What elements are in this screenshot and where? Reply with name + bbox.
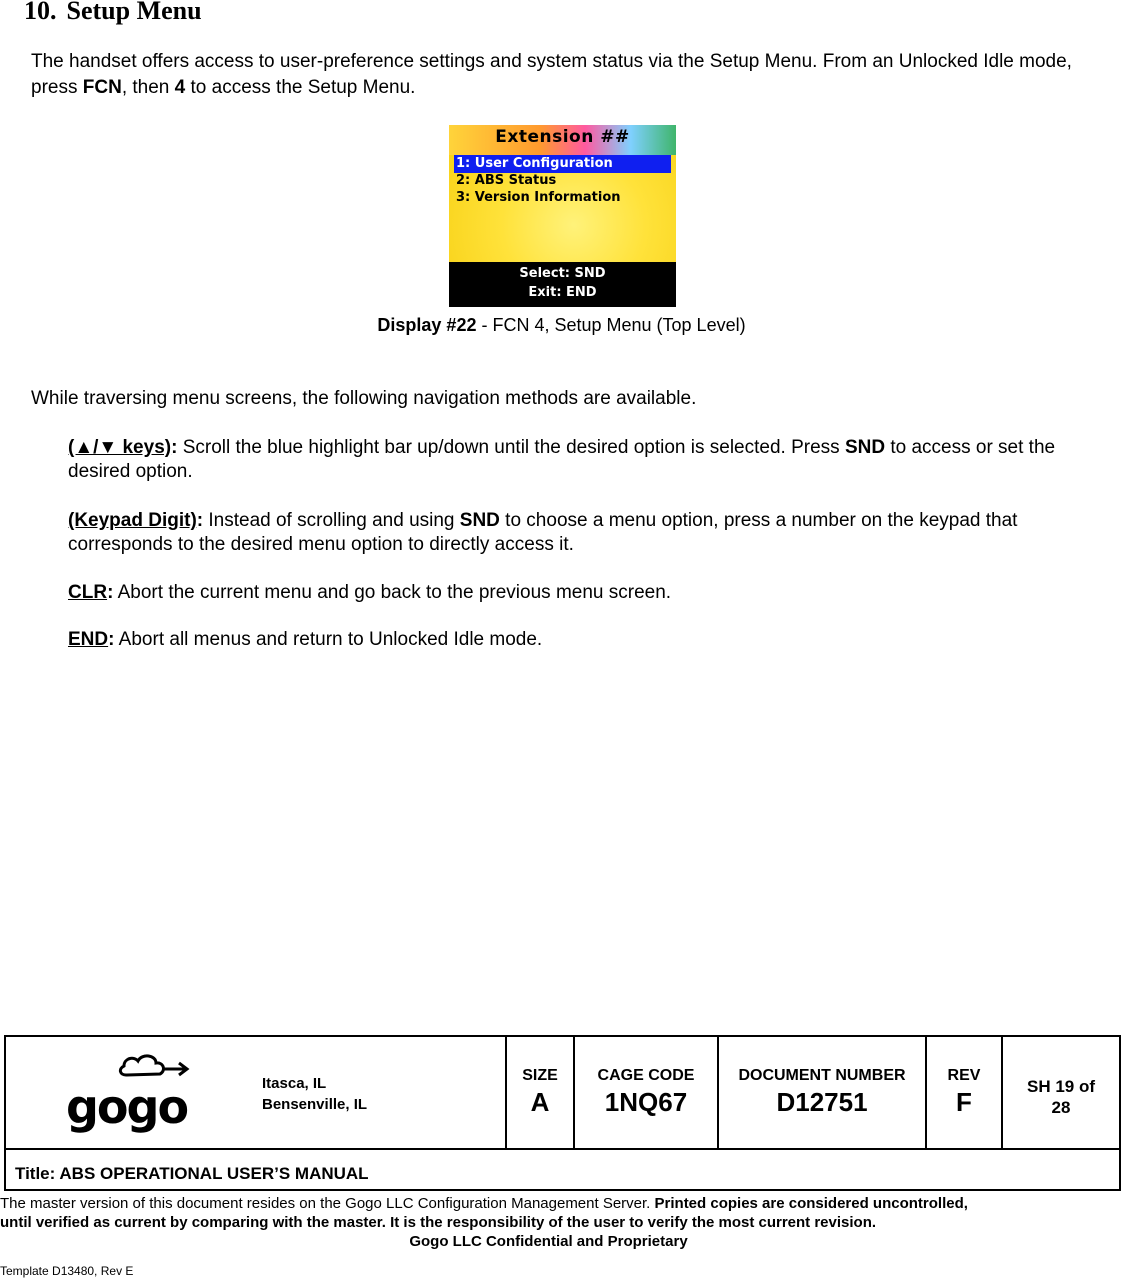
nav-bold-key: SND	[459, 510, 500, 531]
nav-key-label: CLR	[68, 582, 108, 603]
caption-label: Display #22	[377, 315, 477, 335]
nav-colon: :	[196, 510, 204, 531]
navigation-intro: While traversing menu screens, the following navigation methods are available.	[31, 388, 697, 409]
display-menu-item-user-configuration: 1: User Configuration	[454, 155, 671, 173]
fcn-key-text: FCN	[82, 77, 122, 98]
nav-text: Abort all menus and return to Unlocked Idle mode.	[114, 629, 543, 650]
rev-value: F	[956, 1087, 972, 1117]
sheet-number-line-2: 28	[1051, 1098, 1071, 1117]
locations	[262, 1073, 367, 1115]
intro-text: to access the Setup Menu.	[185, 77, 416, 98]
gogo-logo	[64, 1051, 194, 1135]
nav-bold-key: SND	[844, 437, 886, 458]
cage-code-value: 1NQ67	[604, 1087, 688, 1117]
template-id: Template D13480, Rev E	[0, 1264, 134, 1278]
nav-colon: :	[107, 582, 114, 603]
location-itasca: Itasca, IL	[262, 1075, 327, 1092]
caption-text: - FCN 4, Setup Menu (Top Level)	[476, 315, 746, 335]
nav-text: to access or set the desired option.	[68, 437, 1056, 482]
location-bensenville: Bensenville, IL	[262, 1096, 368, 1113]
nav-key-label: (Keypad Digit)	[68, 510, 197, 531]
section-title: Setup Menu	[66, 0, 202, 25]
display-softkey-exit: Exit: END	[528, 285, 597, 300]
intro-text: The handset offers access to user-preference settings and system status via the Setup Menu. From an Unlocked Idle mode, press	[31, 51, 1072, 98]
intro-paragraph	[31, 49, 1101, 101]
nav-text: Scroll the blue highlight bar up/down until the desired option is selected. Press	[177, 437, 845, 458]
size-value: A	[530, 1087, 550, 1117]
nav-colon: :	[171, 437, 178, 458]
display-menu-item-version-information: 3: Version Information	[456, 190, 621, 205]
digit-key-text: 4	[174, 77, 186, 98]
document-number-value: D12751	[776, 1087, 868, 1117]
rev-label: REV	[947, 1067, 981, 1084]
nav-colon: :	[108, 629, 115, 650]
footer-line-2: until verified as current by comparing with the master. It is the responsibility of the user to verify the most current revision.	[0, 1214, 877, 1231]
footer-text: The master version of this document resides on the Gogo LLC Configuration Management Server.	[0, 1195, 655, 1212]
nav-text: Instead of scrolling and using	[203, 510, 460, 531]
title-block	[4, 1035, 1121, 1191]
sheet-number	[1003, 1076, 1119, 1118]
display-title: Extension ##	[495, 127, 630, 147]
section-heading	[24, 0, 202, 26]
document-number-label: DOCUMENT NUMBER	[738, 1067, 906, 1084]
nav-text: to choose a menu option, press a number on the keypad that corresponds to the desired menu option to directly access it.	[68, 510, 1018, 555]
display-softkey-select: Select: SND	[519, 266, 606, 281]
nav-key-label: END	[68, 629, 109, 650]
footer-confidential: Gogo LLC Confidential and Proprietary	[409, 1233, 688, 1250]
nav-method-end	[68, 628, 1098, 652]
footer-bold-text: Printed copies are considered uncontrolled,	[654, 1195, 968, 1212]
nav-text: Abort the current menu and go back to the previous menu screen.	[113, 582, 672, 603]
nav-key-label: (▲/▼ keys)	[68, 437, 172, 458]
nav-method-clr	[68, 581, 1098, 605]
handset-display-image	[449, 125, 676, 307]
arrow-icon	[164, 1063, 187, 1075]
nav-method-keypad-digit	[68, 509, 1098, 557]
nav-method-arrow-keys	[68, 436, 1098, 484]
logo-wordmark: gogo	[66, 1080, 188, 1134]
cage-code-label: CAGE CODE	[597, 1067, 695, 1084]
sheet-number-line-1: SH 19 of	[1026, 1077, 1096, 1096]
divider	[6, 1148, 1119, 1150]
cloud-icon	[120, 1056, 163, 1075]
intro-text: , then	[121, 77, 175, 98]
footer-line-1	[0, 1194, 968, 1213]
size-label: SIZE	[522, 1067, 558, 1084]
figure-caption	[0, 315, 1123, 336]
document-title: Title: ABS OPERATIONAL USER’S MANUAL	[15, 1164, 369, 1183]
section-number: 10.	[24, 0, 57, 25]
display-menu-item-abs-status: 2: ABS Status	[456, 173, 557, 188]
